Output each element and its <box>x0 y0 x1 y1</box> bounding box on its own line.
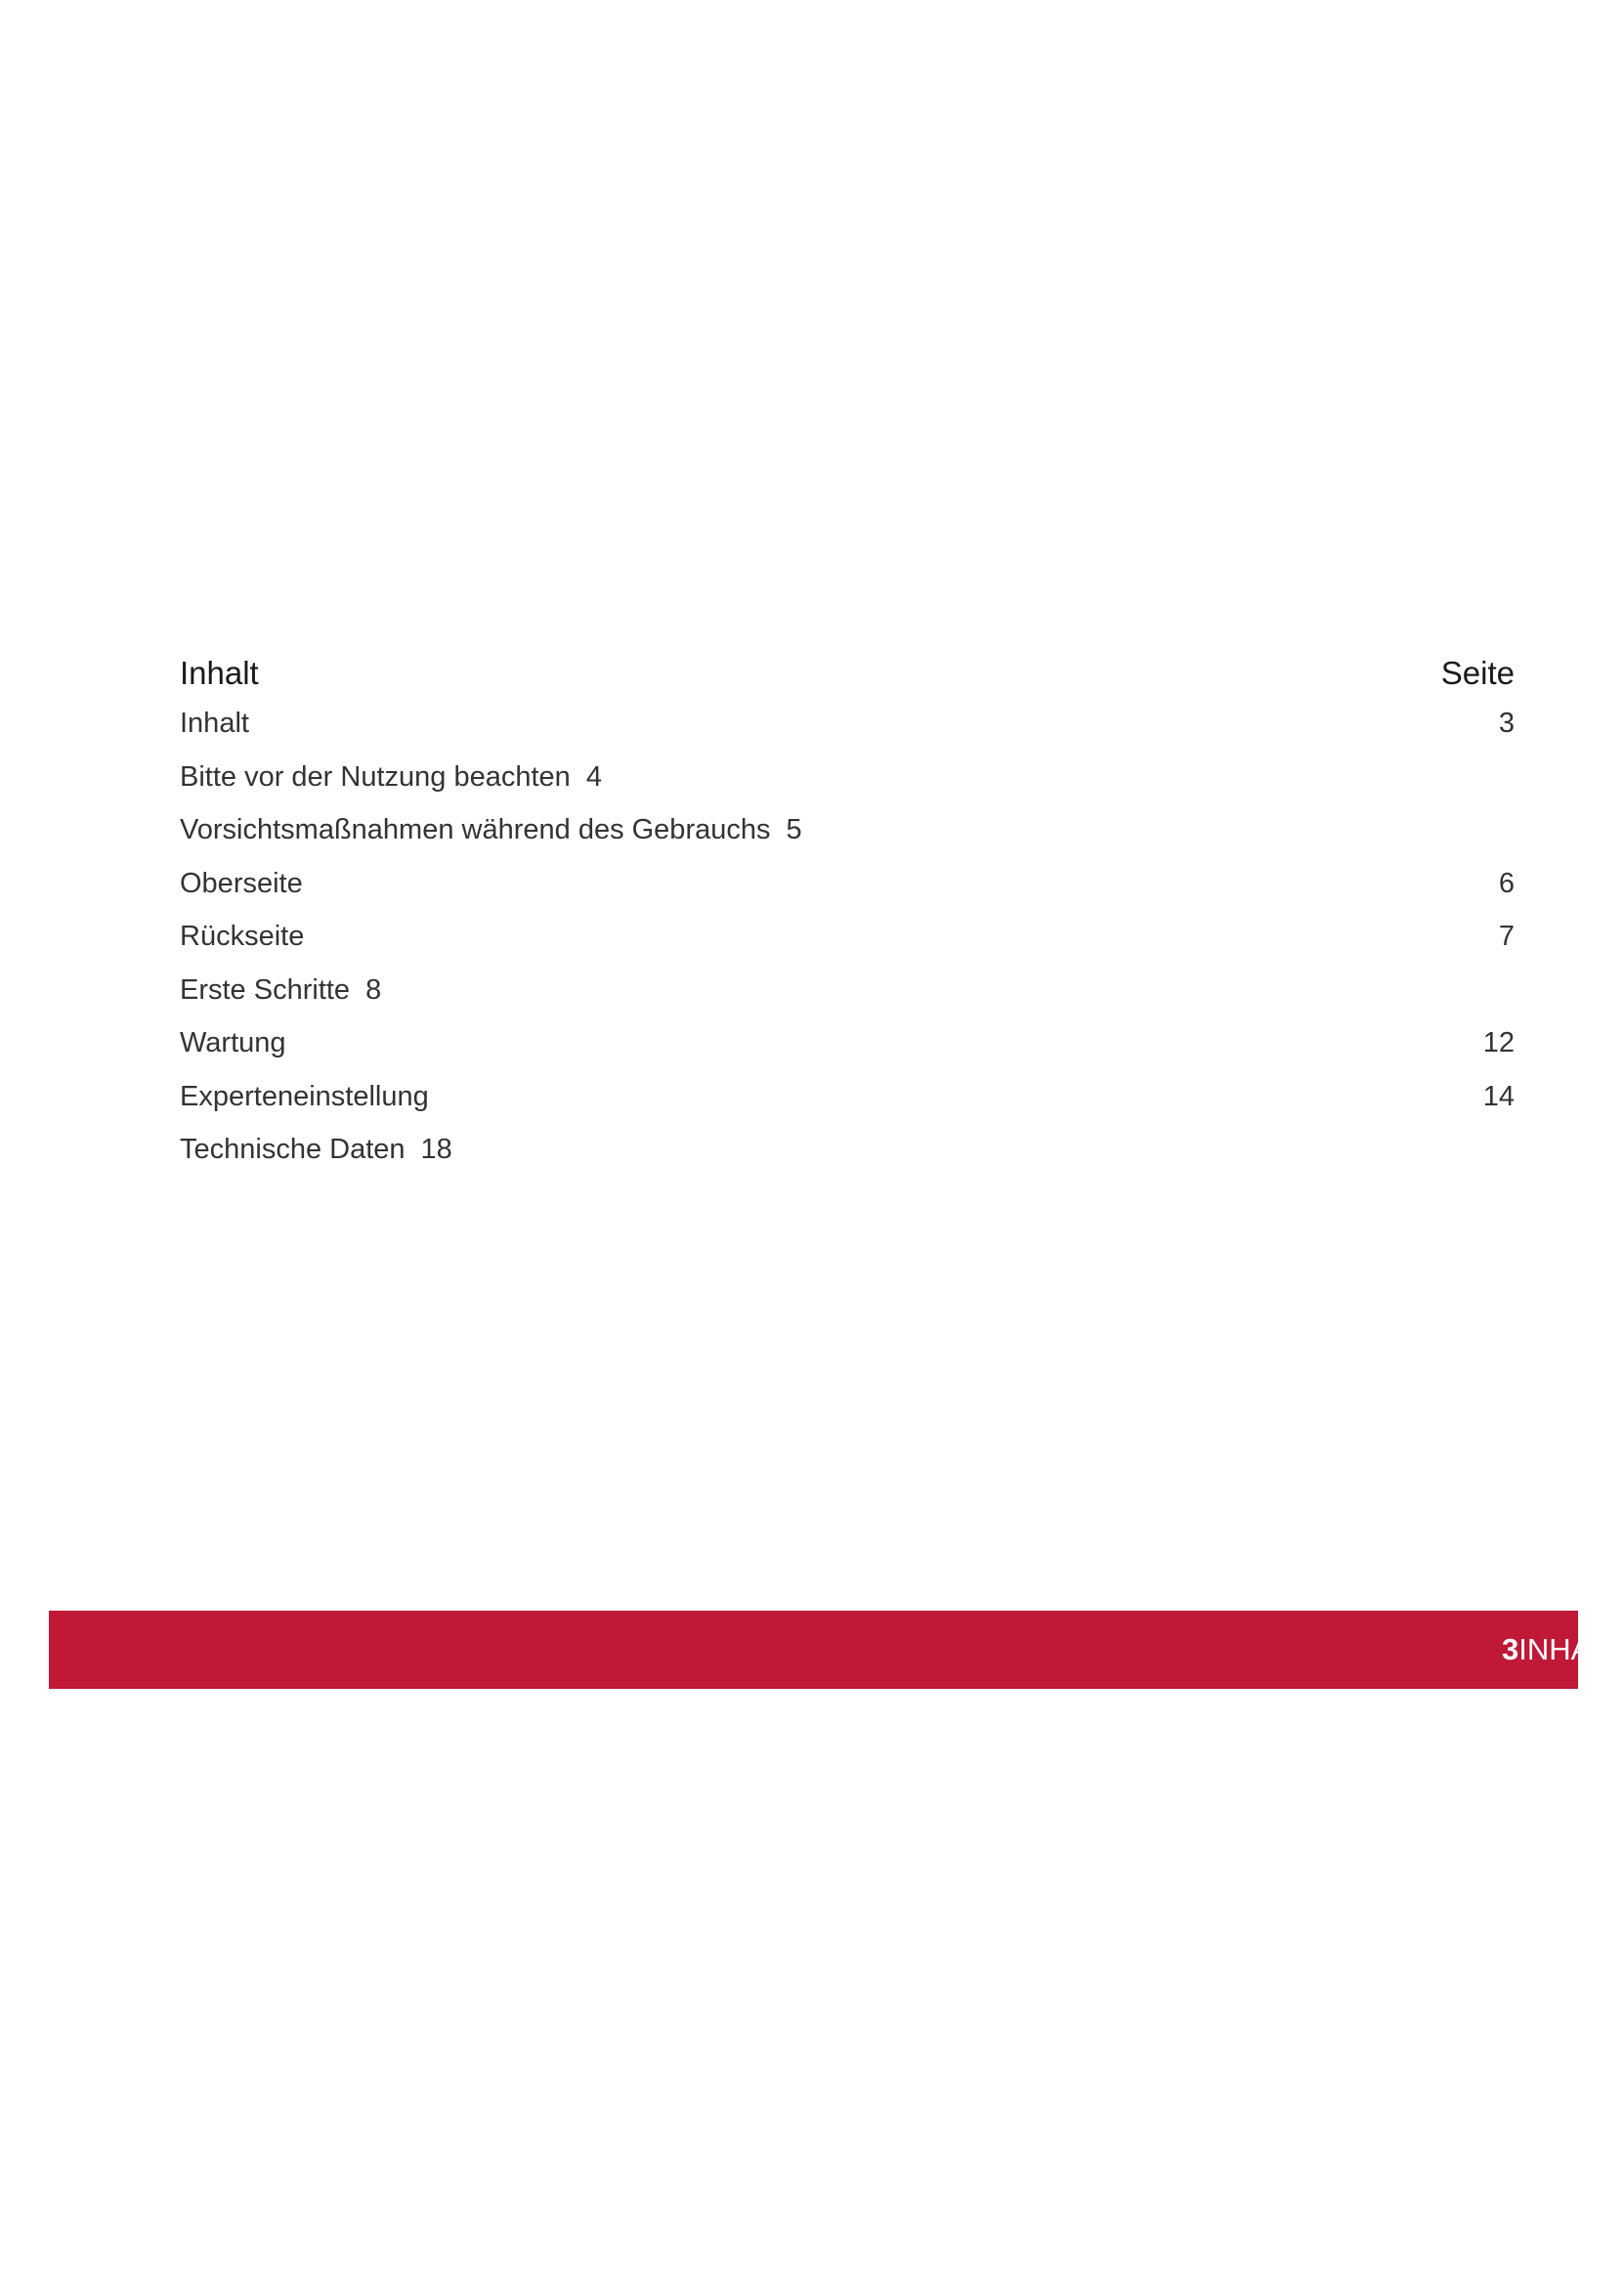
toc-entry[interactable] <box>180 868 1515 922</box>
toc-entry[interactable] <box>180 1134 1515 1187</box>
toc-entry-title: Inhalt <box>180 708 249 739</box>
toc-entry-left <box>180 974 381 1007</box>
toc-page-heading: Seite <box>1440 655 1515 691</box>
toc-entry-page: 3 <box>1498 708 1515 739</box>
footer-band <box>49 1611 1624 1689</box>
toc-entry-page: 6 <box>1498 867 1515 899</box>
toc-entry[interactable] <box>180 814 1515 868</box>
toc-entry[interactable] <box>180 761 1515 815</box>
toc-entry-title: Erste Schritte <box>180 973 351 1006</box>
toc-entry-left <box>180 761 602 794</box>
toc-entry-title: Rückseite <box>180 921 305 952</box>
table-of-contents <box>180 655 1515 1187</box>
toc-entry-page: 14 <box>1482 1080 1515 1112</box>
toc-entry[interactable] <box>180 974 1515 1028</box>
toc-entry-page: 4 <box>585 760 602 793</box>
toc-entry-left <box>180 814 802 846</box>
toc-entry[interactable] <box>180 708 1515 761</box>
toc-entry[interactable] <box>180 1081 1515 1135</box>
toc-entry-page: 8 <box>365 973 382 1006</box>
toc-entry-left <box>180 868 303 900</box>
toc-entry-page: 12 <box>1482 1027 1515 1058</box>
footer-page-number: 3 <box>1502 1632 1519 1666</box>
toc-header <box>180 655 1515 708</box>
toc-entries <box>180 708 1515 1187</box>
toc-entry[interactable] <box>180 1027 1515 1081</box>
toc-entry-left <box>180 1027 286 1059</box>
footer-label <box>1502 1632 1624 1667</box>
toc-entry-title: Vorsichtsmaßnahmen während des Gebrauchs <box>180 814 771 845</box>
toc-entry-page: 18 <box>420 1134 452 1165</box>
toc-entry[interactable] <box>180 921 1515 974</box>
toc-entry-title: Oberseite <box>180 867 303 899</box>
toc-entry-title: Technische Daten <box>180 1134 406 1165</box>
toc-entry-title: Bitte vor der Nutzung beachten <box>180 760 571 793</box>
toc-heading: Inhalt <box>180 655 259 691</box>
toc-entry-page: 5 <box>786 814 802 845</box>
toc-entry-title: Experteneinstellung <box>180 1080 429 1112</box>
toc-entry-left <box>180 708 249 740</box>
toc-entry-left <box>180 1134 452 1166</box>
toc-entry-left <box>180 921 304 953</box>
toc-entry-title: Wartung <box>180 1027 286 1058</box>
toc-entry-page: 7 <box>1498 921 1515 952</box>
footer-section-label: INHALT <box>1518 1632 1624 1666</box>
toc-entry-left <box>180 1081 429 1113</box>
